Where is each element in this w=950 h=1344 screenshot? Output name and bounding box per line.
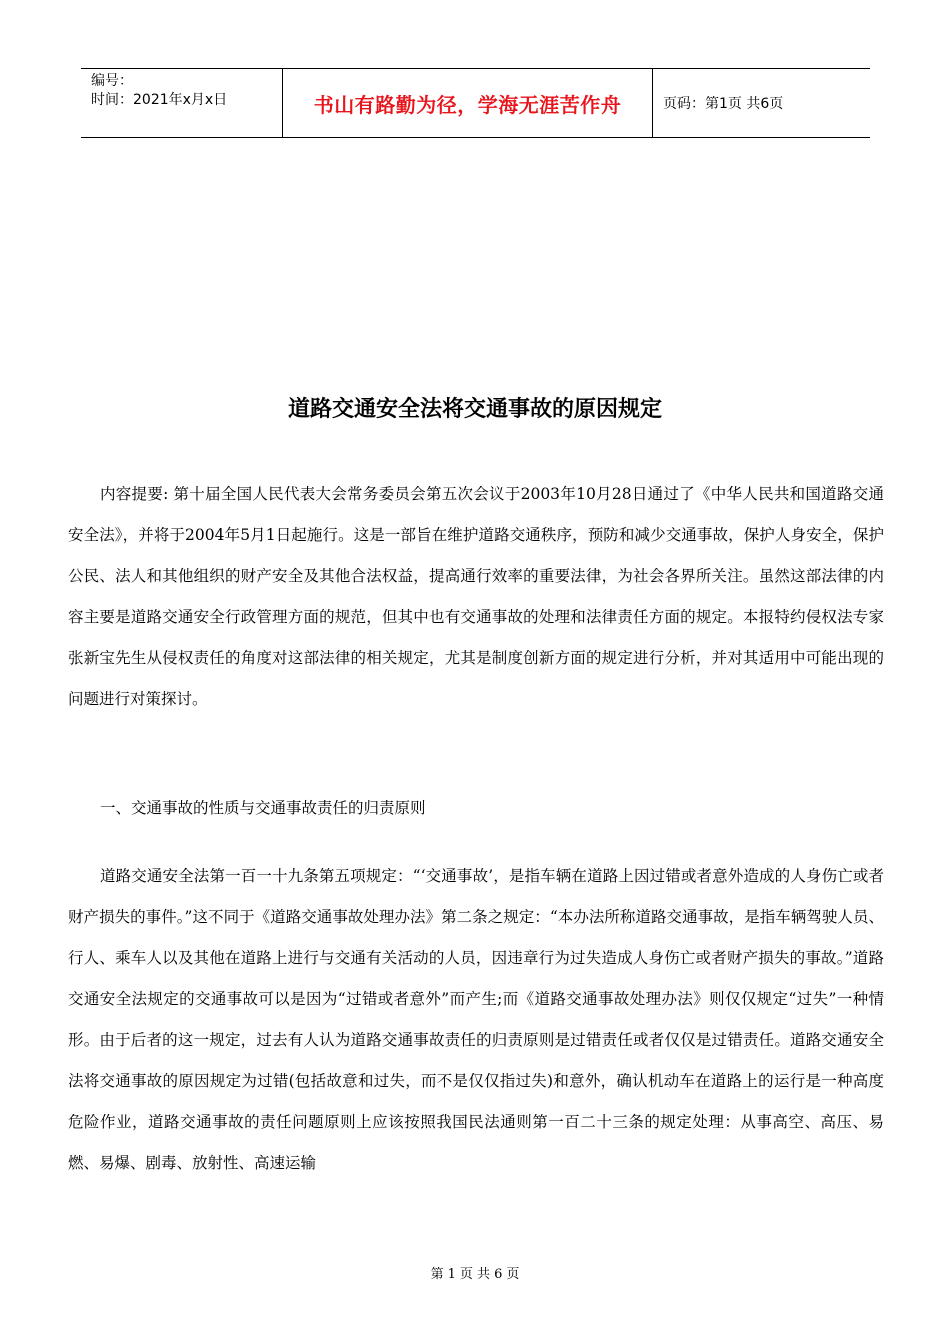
footer-suffix: 页 (506, 1267, 520, 1282)
header-page-info: 页码：第1页 共6页 (663, 96, 784, 112)
footer-total-pages: 6 (494, 1267, 503, 1282)
body-paragraph: 道路交通安全法第一百一十九条第五项规定：“‘交通事故’，是指车辆在道路上因过错或者意外造成的人身伤亡或者财产损失的事件。”这不同于《道路交通事故处理办法》第二条之规定：“本办法所称道路交通事故，是指车辆驾驶人员、行人、乘车人以及其他在道路上进行与交通有关活动的人员，因违章行为过失造成人身伤亡或者财产损失的事故。”道路交通安全法规定的交通事故可以是因为“过错或者意外”而产生;而《道路交通事故处理办法》则仅仅规定“过失”一种情形。由于后者的这一规定，过去有人认为道路交通事故责任的归责原则是过错责任或者仅仅是过错责任。道路交通安全法将交通事故的原因规定为过错(包括故意和过失，而不是仅仅指过失)和意外，确认机动车在道路上的运行是一种高度危险作业，道路交通事故的责任问题原则上应该按照我国民法通则第一百二十三条的规定处理：从事高空、高压、易燃、易爆、剧毒、放射性、高速运输 (68, 867, 884, 1172)
header-meta (81, 69, 282, 137)
header-table (81, 68, 870, 138)
footer-mid: 页 共 (459, 1267, 491, 1282)
footer-prefix: 第 (430, 1267, 444, 1282)
header-motto: 书山有路勤为径，学海无涯苦作舟 (282, 69, 653, 137)
footer-current-page: 1 (447, 1267, 456, 1282)
section-heading: 一、交通事故的性质与交通事故责任的归责原则 (100, 799, 426, 817)
date-label: 时间：2021年x月x日 (91, 92, 228, 108)
page-footer (0, 1263, 950, 1282)
number-label: 编号： (91, 73, 133, 89)
summary-paragraph: 内容提要: 第十届全国人民代表大会常务委员会第五次会议于2003年10月28日通过了《中华人民共和国道路交通安全法》，并将于2004年5月1日起施行。这是一部旨在维护道路交通秩序，预防和减少交通事故，保护人身安全，保护公民、法人和其他组织的财产安全及其他合法权益，提高通行效率的重要法律，为社会各界所关注。虽然这部法律的内容主要是道路交通安全行政管理方面的规范，但其中也有交通事故的处理和法律责任方面的规定。本报特约侵权法专家张新宝先生从侵权责任的角度对这部法律的相关规定，尤其是制度创新方面的规定进行分析，并对其适用中可能出现的问题进行对策探讨。 (68, 485, 884, 708)
document-title: 道路交通安全法将交通事故的原因规定 (287, 397, 662, 422)
